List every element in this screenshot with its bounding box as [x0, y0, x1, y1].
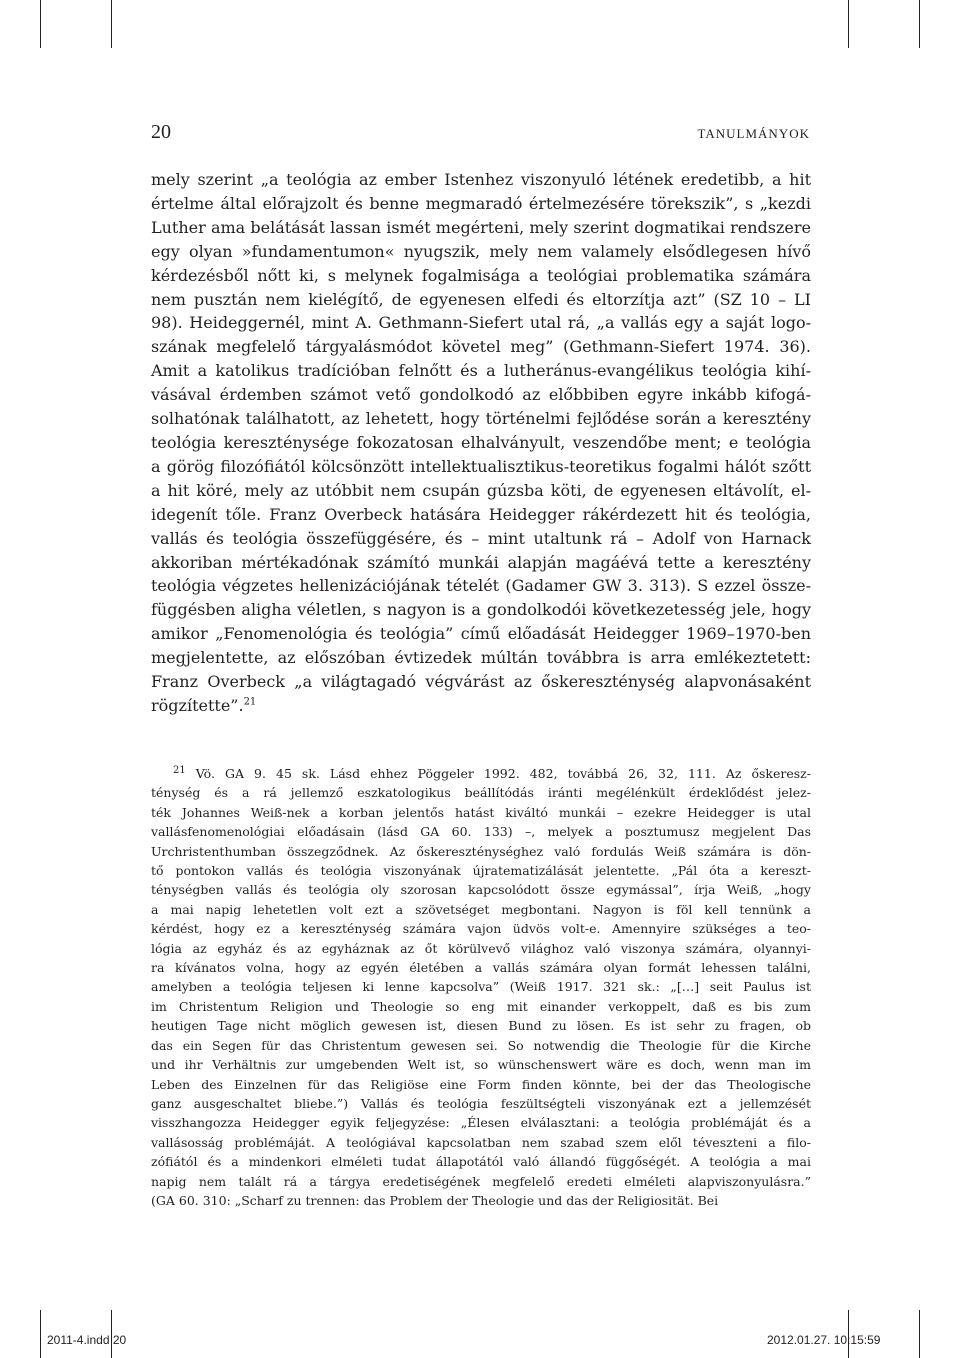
body-line: Luther ama belátását lassan ismét megérteni, mely szerint dogmatikai rendszere	[151, 217, 811, 237]
body-line: teológia kereszténysége fokozatosan elhalványult, veszendőbe ment; e teológia	[151, 432, 811, 452]
footnote-text: kérdést, hogy ez a kereszténység számára vajon üdvös volt-e. Amennyire szükséges a teo-	[151, 921, 811, 937]
footnote-number: 21	[173, 764, 186, 776]
body-line: egy olyan »fundamentumon« nyugszik, mely nem valamely elsődlegesen hívő	[151, 241, 811, 261]
footnote-text: ténységben vallás és teológia oly szorosan kapcsolódott össze egymással”, írja Weiß, „hogy	[151, 882, 811, 898]
body-line: függésben aligha véletlen, s nagyon is a gondolkodói következetesség jele, hogy	[151, 600, 811, 620]
body-line: vásával érdemben számot vető gondolkodó az előbbiben egyre inkább kifogá-	[151, 385, 811, 405]
footnote-text: (GA 60. 310: „Scharf zu trennen: das Problem der Theologie und das der Religiosität. Bei	[151, 1192, 719, 1208]
footnote-line	[151, 1016, 811, 1035]
crop-mark-top-right	[919, 0, 920, 48]
crop-mark-top-left-inner	[111, 0, 112, 48]
crop-mark-bottom-left	[40, 1310, 41, 1358]
body-line: teológia végzetes hellenizációjának tételét (Gadamer GW 3. 313). S ezzel össze-	[151, 576, 811, 596]
footnote-text: ték Johannes Weiß-nek a korban jelentős hatást kiváltó munkái – ezekre Heidegger is utal	[151, 804, 811, 820]
slug-timestamp: 2012.01.27. 10:15:59	[767, 1333, 881, 1347]
body-line: Franz Overbeck „a világtagadó végvárást az őskereszténység alapvonásaként	[151, 672, 811, 692]
footnote-line	[151, 842, 811, 861]
footnote-line	[151, 822, 811, 841]
body-line: Amit a katolikus tradícióban felnőtt és a lutheránus-evangélikus teológia kihí-	[151, 361, 811, 381]
footnote-text: ganz ausgeschaltet bliebe.”) Vallás és teológia feszültségteli viszonyának ezt a jellemzését	[151, 1095, 811, 1111]
footnote-text: im Christentum Religion und Theologie so eng mit einander verkoppelt, daß es bis zum	[151, 998, 811, 1014]
body-text	[151, 168, 811, 718]
footnote-text: tő pontokon vallás és teológia viszonyának újratematizálását jelentette. „Pál óta a kereszt-	[151, 863, 811, 879]
footnote-text: und ihr Verhältnis zur umgebenden Welt ist, so wünschenswert wäre es doch, wenn man im	[151, 1057, 811, 1073]
slug-file: 2011-4.indd 20	[47, 1333, 127, 1347]
body-line: a görög filozófiától kölcsönzött intellektualisztikus-teoretikus fogalmi hálót szőtt	[151, 456, 811, 476]
body-line: értelme által előrajzolt és benne megmaradó értelmezésére törekszik”, s „kezdi	[151, 193, 811, 213]
footnote-line	[151, 1133, 811, 1152]
footnote-text: vallásfenomenológiai előadásain (lásd GA 60. 133) –, melyek a posztumusz megjelent Das	[151, 824, 811, 840]
footnote-text: ténység és a rá jellemző eszkatologikus beállítódás iránti megélénkült érdeklődést jelez-	[151, 785, 811, 801]
footnote-text: napig nem talált rá a tárgya eredetiségének megfelelő eredeti elméleti alapviszonyulásra.”	[151, 1173, 811, 1189]
body-line: mely szerint „a teológia az ember Istenhez viszonyuló létének eredetibb, a hit	[151, 170, 811, 189]
body-line: a hit köré, mely az utóbbit nem csupán gúzsba köti, de egyenesen eltávolít, el-	[151, 480, 811, 500]
body-line: idegenít tőle. Franz Overbeck hatására Heidegger rákérdezett hit és teológia,	[151, 504, 811, 524]
footnote-line	[151, 958, 811, 977]
footnote-text: heutigen Tage nicht möglich gewesen ist, diesen Bund zu lösen. Es ist sehr zu fragen, ob	[151, 1018, 811, 1034]
footnote-text: amelyben a teológia teljesen ki lenne kapcsolva” (Weiß 1917. 321 sk.: „[…] seit Paulus ist	[151, 979, 811, 995]
body-line: akkoriban mértékadónak számító munkái alapján magáévá tette a keresztény	[151, 552, 811, 572]
footnote-text: a mai napig lehetetlen volt ezt a szövetséget megbontani. Nagyon is föl kell tennünk a	[151, 901, 811, 917]
footnote-block	[151, 764, 811, 1210]
footnote-line	[151, 783, 811, 802]
crop-mark-bottom-right	[919, 1310, 920, 1358]
footnote-line	[151, 880, 811, 899]
footnote-line	[151, 764, 811, 783]
footnote-text: lógia az egyház és az egyháznak az őt körülvevő világhoz való viszonya számára, olyannyi-	[151, 940, 811, 956]
footnote-line	[151, 1113, 811, 1132]
footnote-text: das ein Segen für das Christentum gewesen sei. So notwendig die Theologie für die Kirche	[151, 1037, 811, 1053]
body-line: amikor „Fenomenológia és teológia” című előadását Heidegger 1969–1970-ben	[151, 624, 811, 644]
footnote-line	[151, 1094, 811, 1113]
body-line: kérdezésből nőtt ki, s melynek fogalmisága a teológiai problematika számára	[151, 265, 811, 285]
footnote-text: vallásosság problémáját. A teológiával kapcsolatban nem szabad szem elől téveszteni a filo-	[151, 1134, 811, 1150]
footnote-line	[151, 1036, 811, 1055]
footnote-line	[151, 939, 811, 958]
footnote-line	[151, 1055, 811, 1074]
footnote-line	[151, 803, 811, 822]
body-line: megjelentette, az előszóban évtizedek múltán továbbra is arra emlékeztetett:	[151, 648, 811, 668]
footnote-text: ra kívánatos volna, hogy az egyén életében a vallás számára olyan formát lehessen találni,	[151, 960, 811, 976]
body-line: solhatónak találhatott, az lehetett, hogy történelmi fejlődése során a keresztény	[151, 409, 811, 429]
page-number: 20	[151, 121, 171, 143]
footnote-line	[151, 1152, 811, 1171]
footnote-text: visszhangozza Heidegger egyik feljegyzése: „Élesen elválasztani: a teológia problémáját és a	[151, 1115, 811, 1131]
footnote-line	[151, 861, 811, 880]
body-line: vallás és teológia összefüggésére, és – mint utaltunk rá – Adolf von Harnack	[151, 528, 811, 548]
running-head: TANULMÁNYOK	[697, 126, 810, 141]
crop-mark-top-left	[40, 0, 41, 48]
footnote-text: zófiától és a mindenkori elméleti tudat állapotától való állandó függőségét. A teológia a mai	[151, 1154, 811, 1170]
footnote-reference[interactable]: 21	[243, 696, 257, 708]
footnote-line	[151, 900, 811, 919]
footnote-line	[151, 977, 811, 996]
footnote-line	[151, 997, 811, 1016]
body-line: 98). Heideggernél, mint A. Gethmann-Siefert utal rá, „a vallás egy a saját logo-	[151, 313, 811, 333]
footnote-text: Urchristenthumban összegződnek. Az őskereszténységhez való fordulás Weiß számára is dön-	[151, 843, 811, 859]
body-line: rögzítette”.$^{21}$	[151, 695, 257, 715]
body-line: szának megfelelő tárgyalásmódot követel meg” (Gethmann-Siefert 1974. 36).	[151, 337, 811, 357]
footnote-line	[151, 1075, 811, 1094]
crop-mark-top-right-inner	[848, 0, 849, 48]
footnote-line	[151, 1172, 811, 1191]
body-line: nem pusztán nem kielégítő, de egyenesen elfedi és eltorzítja azt” (SZ 10 – LI	[151, 289, 811, 309]
footnote-line	[151, 919, 811, 938]
footnote-text: Vö. GA 9. 45 sk. Lásd ehhez Pöggeler 1992. 482, továbbá 26, 32, 111. Az őskeresz-	[195, 766, 811, 781]
footnote-text: Leben des Einzelnen für das Religiöse eine Form finden könnte, bei der das Theologische	[151, 1076, 811, 1092]
footnote-line	[151, 1191, 811, 1210]
